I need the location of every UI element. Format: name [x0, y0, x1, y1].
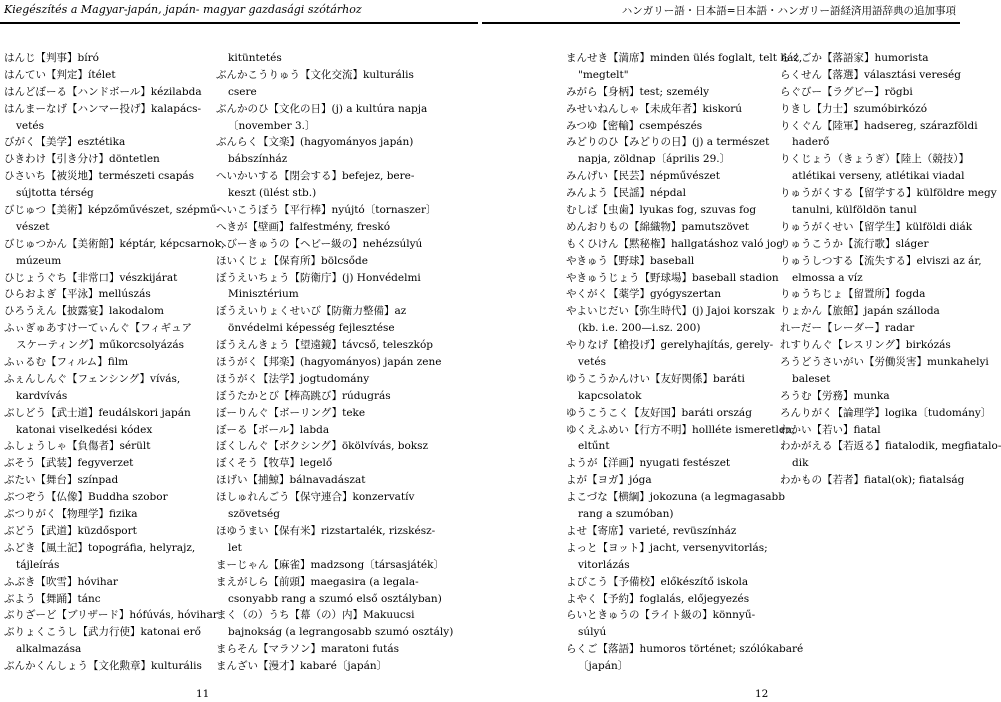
entry-line: らくせん【落選】választási vereség [780, 68, 961, 81]
entry-line: れすりんぐ【レスリング】birkózás [780, 339, 951, 352]
entry-line: ぶたい【舞台】színpad [4, 474, 119, 487]
entry-continuation-line: vetés [578, 356, 606, 369]
entry-continuation-line: elmossa a víz [792, 271, 863, 284]
entry-continuation-line: haderő [792, 136, 830, 149]
entry-line: よっと【ヨット】jacht, versenyvitorlás; [566, 541, 768, 554]
entry-line: わかがえる【若返る】fiatalodik, megfiatalo- [780, 440, 1001, 453]
header-left-title: Kiegészítés a Magyar-japán, japán- magyar gazdasági szótárhoz [4, 3, 362, 16]
entry-line: ゆうこうこく【友好国】baráti ország [566, 406, 752, 419]
entry-line: ふぇんしんぐ【フェンシング】vívás, [4, 372, 181, 385]
entry-line: りゅうがくする【留学する】külföldre megy [780, 187, 997, 200]
entry-continuation-line: 〔japán〕 [578, 660, 629, 673]
entry-line: ろうどうさいがい【労働災害】munkahelyi [780, 356, 989, 369]
entry-continuation-line: vészet [16, 220, 50, 233]
entry-line: りゅうがくせい【留学生】külföldi diák [780, 220, 973, 233]
entry-continuation-line: alkalmazása [16, 643, 82, 656]
entry-line: ぼうえんきょう【望遠鏡】távcső, teleszkóp [216, 339, 434, 352]
entry-line: ぶりょくこうし【武力行使】katonai erő [4, 626, 201, 639]
entry-line: みせいねんしゃ【未成年者】kiskorú [566, 102, 743, 115]
entry-continuation-line: sújtotta térség [16, 187, 94, 200]
entry-line: ぼうえいりょくせいび【防衛力整備】az [216, 305, 407, 318]
entry-continuation-line: önvédelmi képesség fejlesztése [228, 322, 395, 335]
entry-continuation-line: baleset [792, 372, 831, 385]
entry-continuation-line: szövetség [228, 508, 280, 521]
entry-continuation-line: Minisztérium [228, 288, 299, 301]
entry-line: やきゅうじょう【野球場】baseball stadion [566, 271, 779, 284]
entry-line: ほゆうまい【保有米】rizstartalék, rizskész- [216, 524, 436, 537]
entry-line: りくじょう（きょうぎ）【陸上（競技）】 [780, 153, 969, 166]
entry-line: ひろうえん【披露宴】lakodalom [4, 305, 164, 318]
entry-line: みんよう【民謡】népdal [566, 187, 687, 200]
entry-continuation-line: 〔november 3.〕 [228, 119, 316, 132]
entry-line: やりなげ【槍投げ】gerelyhajítás, gerely- [566, 339, 774, 352]
entry-line: もくひけん【黙秘権】hallgatáshoz való jog [566, 237, 784, 250]
entry-line: びじゅつ【美術】képzőművészet, szépmű- [4, 204, 221, 217]
entry-line: びじゅつかん【美術館】képtár, képcsarnok, [4, 237, 225, 250]
entry-line: まえがしら【前頭】maegasira (a legala- [216, 575, 419, 588]
entry-line: りきし【力士】szumóbirkózó [780, 102, 928, 115]
entry-line: よこづな【横綱】jokozuna (a legmagasabb [566, 491, 785, 504]
entry-line: まらそん【マラソン】maratoni futás [216, 643, 400, 656]
entry-line: りゅうしつする【流失する】elviszi az ár, [780, 254, 982, 267]
entry-continuation-line: kitüntetés [228, 52, 282, 64]
entry-line: ほいくじょ【保育所】bölcsőde [216, 254, 368, 267]
entry-line: ぶしどう【武士道】feudálskori japán [4, 406, 191, 419]
entry-continuation-line: csonyabb rang a szumó első osztályban) [228, 592, 442, 605]
entry-continuation-line: katonai viselkedési kódex [16, 423, 153, 436]
entry-line: ゆうこうかんけい【友好関係】baráti [566, 372, 745, 385]
entry-line: ぼうたかとび【棒高跳び】rúdugrás [216, 389, 391, 402]
entry-line: ふどき【風土記】topográfia, helyrajz, [4, 541, 196, 554]
entry-line: みどりのひ【みどりの日】(j) a természet [566, 136, 770, 149]
entry-continuation-line: keszt (ülést stb.) [228, 187, 317, 200]
entry-line: ようが【洋画】nyugati festészet [566, 457, 731, 470]
entry-line: ぼくしんぐ【ボクシング】ökölvívás, boksz [216, 440, 429, 453]
entry-continuation-line: "megtelt" [578, 68, 629, 81]
entry-line: よが【ヨガ】jóga [566, 474, 652, 487]
entry-continuation-line: rang a szumóban) [578, 508, 674, 521]
dictionary-column-2 [216, 50, 454, 675]
entry-line: ふぃぎゅあすけーてぃんぐ【フィギュア [4, 322, 192, 335]
entry-line: ぶんかこうりゅう【文化交流】kulturális [216, 68, 414, 81]
entry-line: りゅうこうか【流行歌】sláger [780, 237, 929, 250]
entry-line: ふぶき【吹雪】hóvihar [4, 575, 118, 588]
entry-line: むしば【虫歯】lyukas fog, szuvas fog [566, 204, 757, 217]
entry-line: へいかいする【閉会する】befejez, bere- [216, 170, 415, 183]
entry-continuation-line: napja, zöldnap〔április 29.〕 [578, 153, 731, 166]
entry-line: ぼーりんぐ【ボーリング】teke [216, 406, 366, 419]
entry-continuation-line: tanulni, külföldön tanul [792, 204, 917, 217]
entry-line: やきゅう【野球】baseball [566, 254, 695, 267]
entry-line: ほしゅれんごう【保守連合】konzervatív [216, 491, 415, 504]
entry-line: ぶんかのひ【文化の日】(j) a kultúra napja [216, 102, 428, 115]
entry-line: ぶどう【武道】küzdősport [4, 524, 137, 537]
entry-line: へいこうぼう【平行棒】nyújtó〔tornaszer〕 [216, 204, 437, 217]
entry-line: まんざい【漫才】kabaré〔japán〕 [216, 660, 388, 673]
entry-line: ぶんかくんしょう【文化勲章】kulturális [4, 660, 202, 673]
entry-line: ぶそう【武装】fegyverzet [4, 457, 134, 470]
entry-line: はんじ【判事】bíró [4, 52, 99, 64]
entry-line: わかい【若い】fiatal [780, 423, 881, 436]
entry-line: ひさいち【被災地】természeti csapás [4, 170, 195, 183]
entry-line: みがら【身柄】test; személy [566, 85, 710, 98]
entry-line: やくがく【薬学】gyógyszertan [566, 288, 722, 301]
entry-continuation-line: (kb. i.e. 200—i.sz. 200) [578, 322, 701, 335]
entry-continuation-line: スケーティング】műkorcsolyázás [16, 339, 185, 352]
header-right-title: ハンガリー語・日本語=日本語・ハンガリー語経済用語辞典の追加事項 [621, 5, 956, 17]
entry-continuation-line: múzeum [16, 254, 62, 267]
entry-line: よびこう【予備校】előkészítő iskola [566, 575, 749, 588]
entry-line: らいときゅうの【ライト級の】könnyű- [566, 609, 756, 622]
entry-line: まんせき【満席】minden ülés foglalt, telt ház, [566, 52, 803, 64]
entry-continuation-line: vitorlázás [578, 558, 630, 571]
entry-continuation-line: csere [228, 85, 257, 98]
entry-line: みんげい【民芸】népművészet [566, 170, 720, 183]
entry-line: ふぃるむ【フィルム】film [4, 356, 129, 369]
entry-line: らくご【落語】humoros történet; szólókabaré [566, 643, 804, 656]
entry-line: ぼくそう【牧草】legelő [216, 457, 333, 470]
entry-line: ぶつぞう【仏像】Buddha szobor [4, 491, 168, 504]
entry-line: まく（の）うち【幕（の）内】Makuucsi [216, 609, 415, 622]
page-number-left: 11 [196, 688, 210, 700]
entry-continuation-line: bábszínház [228, 153, 288, 166]
entry-line: びがく【美学】esztétika [4, 136, 126, 149]
header-rule-right [482, 22, 960, 24]
entry-line: ぶよう【舞踊】tánc [4, 592, 101, 605]
dictionary-column-4 [780, 50, 1001, 489]
entry-continuation-line: dik [792, 457, 809, 470]
entry-line: へびーきゅうの【ヘビー級の】nehézsúlyú [216, 237, 423, 250]
entry-line: みつゆ【密輸】csempészés [566, 119, 703, 132]
page-number-right: 12 [755, 688, 769, 700]
dictionary-column-1 [4, 50, 225, 675]
header-rule-left [0, 22, 478, 24]
entry-continuation-line: kardvívás [16, 389, 68, 402]
entry-line: ぶつりがく【物理学】fizika [4, 508, 138, 521]
entry-line: めんおりもの【綿織物】pamutszövet [566, 220, 750, 233]
entry-line: ぼうえいちょう【防衛庁】(j) Honvédelmi [216, 271, 421, 284]
entry-line: よやく【予約】foglalás, előjegyezés [566, 592, 750, 605]
entry-line: りょかん【旅館】japán szálloda [780, 305, 940, 318]
entry-line: ほげい【捕鯨】bálnavadászat [216, 474, 366, 487]
entry-line: ひらおよぎ【平泳】mellúszás [4, 288, 151, 301]
entry-line: らくごか【落語家】humorista [780, 52, 929, 64]
entry-line: りゅうちじょ【留置所】fogda [780, 288, 926, 301]
entry-line: ふしょうしゃ【負傷者】sérült [4, 440, 151, 453]
entry-continuation-line: tájleírás [16, 558, 60, 571]
entry-line: ぼーる【ボール】labda [216, 423, 330, 436]
entry-line: ぶりざーど【ブリザード】hófúvás, hóvihar [4, 609, 218, 622]
entry-line: はんてい【判定】ítélet [4, 68, 116, 81]
entry-continuation-line: vetés [16, 119, 44, 132]
entry-line: はんどぼーる【ハンドボール】kézilabda [4, 85, 202, 98]
entry-line: わかもの【若者】fiatal(ok); fiatalság [780, 474, 965, 487]
entry-line: ほうがく【法学】jogtudomány [216, 372, 370, 385]
entry-line: らぐびー【ラグビー】rögbi [780, 85, 913, 98]
entry-line: ぶんらく【文楽】(hagyományos japán) [216, 136, 414, 149]
entry-continuation-line: bajnokság (a legrangosabb szumó osztály) [228, 626, 454, 639]
entry-line: ろうむ【労務】munka [780, 389, 890, 402]
entry-line: はんまーなげ【ハンマー投げ】kalapács- [4, 102, 202, 115]
entry-line: れーだー【レーダー】radar [780, 322, 915, 335]
entry-line: ひじょうぐち【非常口】vészkijárat [4, 271, 178, 284]
entry-line: よせ【寄席】varieté, revüszínház [566, 524, 737, 537]
entry-continuation-line: eltűnt [578, 440, 610, 453]
entry-continuation-line: atlétikai verseny, atlétikai viadal [792, 170, 965, 183]
entry-line: ろんりがく【論理学】logika〔tudomány〕 [780, 406, 992, 419]
entry-line: やよいじだい【弥生時代】(j) Jajoi korszak [566, 305, 775, 318]
entry-continuation-line: let [228, 541, 242, 554]
entry-continuation-line: kapcsolatok [578, 389, 642, 402]
entry-line: りくぐん【陸軍】hadsereg, szárazföldi [780, 119, 978, 132]
entry-continuation-line: súlyú [578, 626, 607, 639]
entry-line: ゆくえふめい【行方不明】hollléte ismeretlen, [566, 423, 796, 436]
entry-line: まーじゃん【麻雀】madzsong〔társasjáték〕 [216, 558, 445, 571]
entry-line: へきが【壁画】falfestmény, freskó [216, 220, 391, 233]
entry-line: ひきわけ【引き分け】döntetlen [4, 153, 160, 166]
entry-line: ほうがく【邦楽】(hagyományos) japán zene [216, 356, 442, 369]
